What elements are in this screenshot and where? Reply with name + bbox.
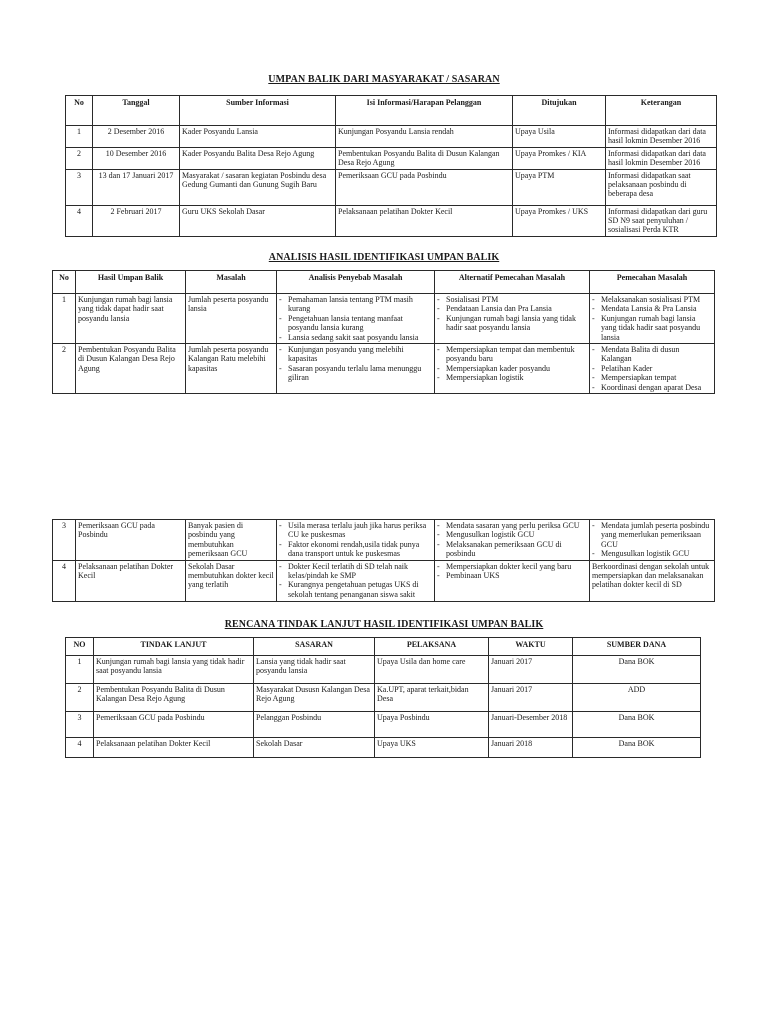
cell-pelaksana: Upaya Usila dan home care: [375, 656, 489, 684]
list-item: - Faktor ekonomi rendah,usila tidak punya dana transport untuk ke puskesmas: [279, 540, 432, 559]
analysis-table: [52, 270, 715, 394]
cell-ditujukan: Upaya Promkes / KIA: [513, 147, 606, 169]
list-item: - Sasaran posyandu terlalu lama menunggu giliran: [279, 364, 432, 383]
cell-pemecahan: [590, 294, 715, 344]
list-item: - Mempersiapkan kader posyandu: [437, 364, 587, 373]
list-item: - Pengetahuan lansia tentang manfaat posyandu lansia kurang: [279, 314, 432, 333]
table-header-row: [66, 638, 701, 656]
pemecahan-list: [592, 295, 712, 342]
list-item: - Mendata Balita di dusun Kalangan: [592, 345, 712, 364]
cell-alternatif: [435, 344, 590, 394]
list-item: - Kunjungan rumah bagi lansia yang tidak hadir saat posyandu lansia: [592, 314, 712, 342]
analisis-list: [279, 345, 432, 383]
cell-analisis: [277, 344, 435, 394]
section3-title: RENCANA TINDAK LANJUT HASIL IDENTIFIKASI UMPAN BALIK: [224, 619, 544, 630]
list-item: - Dokter Kecil terlatih di SD telah naik kelas/pindah ke SMP: [279, 562, 432, 581]
table-row: [53, 520, 715, 561]
analisis-list: [279, 295, 432, 342]
cell-sasaran: Sekolah Dasar: [254, 738, 375, 758]
list-item: - Pembinaan UKS: [437, 571, 587, 580]
cell-masalah: Jumlah peserta posyandu lansia: [186, 294, 277, 344]
col-header: Hasil Umpan Balik: [76, 271, 186, 294]
cell-isi: Kunjungan Posyandu Lansia rendah: [336, 126, 513, 148]
alternatif-list: [437, 295, 587, 333]
list-item: - Sosialisasi PTM: [437, 295, 587, 304]
table-row: [66, 684, 701, 712]
cell-waktu: Januari 2017: [489, 684, 573, 712]
cell-tindak: Pembentukan Posyandu Balita di Dusun Kalangan Desa Rejo Agung: [94, 684, 254, 712]
cell-pelaksana: Upaya UKS: [375, 738, 489, 758]
list-item: - Pemahaman lansia tentang PTM masih kurang: [279, 295, 432, 314]
cell-no: 3: [53, 520, 76, 561]
cell-waktu: Januari-Desember 2018: [489, 712, 573, 738]
table-row: [66, 205, 717, 236]
list-item: - Lansia sedang sakit saat posyandu lansia: [279, 333, 432, 342]
table-header-row: [66, 96, 717, 126]
table-row: [53, 344, 715, 394]
cell-no: 4: [66, 738, 94, 758]
cell-ditujukan: Upaya Promkes / UKS: [513, 205, 606, 236]
cell-sasaran: Masyarakat Dususn Kalangan Desa Rejo Agung: [254, 684, 375, 712]
col-header: Tanggal: [93, 96, 180, 126]
cell-tanggal: 2 Februari 2017: [93, 205, 180, 236]
cell-pelaksana: Ka.UPT, aparat terkait,bidan Desa: [375, 684, 489, 712]
cell-no: 1: [53, 294, 76, 344]
col-header: Sumber Informasi: [180, 96, 336, 126]
cell-isi: Pembentukan Posyandu Balita di Dusun Kalangan Desa Rejo Agung: [336, 147, 513, 169]
table-row: [53, 294, 715, 344]
col-header: No: [66, 96, 93, 126]
col-header: SASARAN: [254, 638, 375, 656]
list-item: - Mendata Lansia & Pra Lansia: [592, 304, 712, 313]
col-header: Isi Informasi/Harapan Pelanggan: [336, 96, 513, 126]
list-item: - Usila merasa terlalu jauh jika harus periksa CU ke puskesmas: [279, 521, 432, 540]
cell-no: 2: [66, 684, 94, 712]
list-item: - Mendata sasaran yang perlu periksa GCU: [437, 521, 587, 530]
pemecahan-list: [592, 345, 712, 392]
cell-no: 2: [66, 147, 93, 169]
list-item: - Mempersiapkan tempat: [592, 373, 712, 382]
feedback-table: [65, 95, 717, 237]
list-item: - Kurangnya pengetahuan petugas UKS di sekolah tentang penanganan siswa sakit: [279, 580, 432, 599]
cell-keterangan: Informasi didapatkan dari guru SD N9 saat penyuluhan / sosialisasi Perda KTR: [606, 205, 717, 236]
cell-no: 3: [66, 169, 93, 205]
cell-masalah: Jumlah peserta posyandu Kalangan Ratu melebihi kapasitas: [186, 344, 277, 394]
cell-sumber: Masyarakat / sasaran kegiatan Posbindu desa Gedung Gumanti dan Gunung Sugih Baru: [180, 169, 336, 205]
alternatif-list: [437, 562, 587, 581]
cell-dana: Dana BOK: [573, 656, 701, 684]
cell-dana: Dana BOK: [573, 738, 701, 758]
list-item: - Mempersiapkan dokter kecil yang baru: [437, 562, 587, 571]
list-item: - Kunjungan rumah bagi lansia yang tidak hadir saat posyandu lansia: [437, 314, 587, 333]
cell-keterangan: Informasi didapatkan dari data hasil lokmin Desember 2016: [606, 147, 717, 169]
list-item: - Pelatihan Kader: [592, 364, 712, 373]
cell-sumber: Kader Posyandu Balita Desa Rejo Agung: [180, 147, 336, 169]
cell-tindak: Pelaksanaan pelatihan Dokter Kecil: [94, 738, 254, 758]
cell-alternatif: [435, 520, 590, 561]
list-item: - Melaksanakan pemeriksaan GCU di posbindu: [437, 540, 587, 559]
analisis-list: [279, 562, 432, 600]
table-row: [66, 169, 717, 205]
cell-waktu: Januari 2018: [489, 738, 573, 758]
table-row: [66, 712, 701, 738]
cell-sumber: Kader Posyandu Lansia: [180, 126, 336, 148]
list-item: - Mempersiapkan logistik: [437, 373, 587, 382]
cell-keterangan: Informasi didapatkan dari data hasil lokmin Desember 2016: [606, 126, 717, 148]
cell-pemecahan: [590, 344, 715, 394]
cell-hasil: Kunjungan rumah bagi lansia yang tidak dapat hadir saat posyandu lansia: [76, 294, 186, 344]
section2-title: ANALISIS HASIL IDENTIFIKASI UMPAN BALIK: [268, 252, 500, 263]
cell-analisis: [277, 560, 435, 601]
cell-isi: Pemeriksaan GCU pada Posbindu: [336, 169, 513, 205]
list-item: - Pendataan Lansia dan Pra Lansia: [437, 304, 587, 313]
alternatif-list: [437, 521, 587, 559]
table-header-row: [53, 271, 715, 294]
col-header: Alternatif Pemecahan Masalah: [435, 271, 590, 294]
cell-tanggal: 2 Desember 2016: [93, 126, 180, 148]
col-header: SUMBER DANA: [573, 638, 701, 656]
list-item: - Melaksanakan sosialisasi PTM: [592, 295, 712, 304]
list-item: - Mengusulkan logistik GCU: [437, 530, 587, 539]
analysis-table-continued: [52, 519, 715, 602]
cell-alternatif: [435, 560, 590, 601]
col-header: Masalah: [186, 271, 277, 294]
cell-no: 1: [66, 126, 93, 148]
cell-sumber: Guru UKS Sekolah Dasar: [180, 205, 336, 236]
table-row: [66, 656, 701, 684]
cell-no: 1: [66, 656, 94, 684]
cell-dana: ADD: [573, 684, 701, 712]
list-item: - Koordinasi dengan aparat Desa: [592, 383, 712, 392]
cell-pelaksana: Upaya Posbindu: [375, 712, 489, 738]
col-header: Pemecahan Masalah: [590, 271, 715, 294]
col-header: Ditujukan: [513, 96, 606, 126]
cell-keterangan: Informasi didapatkan saat pelaksanaan posbindu di beberapa desa: [606, 169, 717, 205]
cell-alternatif: [435, 294, 590, 344]
cell-tanggal: 10 Desember 2016: [93, 147, 180, 169]
cell-isi: Pelaksanaan pelatihan Dokter Kecil: [336, 205, 513, 236]
cell-masalah: Banyak pasien di posbindu yang membutuhkan pemeriksaan GCU: [186, 520, 277, 561]
cell-masalah: Sekolah Dasar membutuhkan dokter kecil yang terlatih: [186, 560, 277, 601]
cell-ditujukan: Upaya PTM: [513, 169, 606, 205]
list-item: - Mendata jumlah peserta posbindu yang memerlukan pemeriksaan GCU: [592, 521, 712, 549]
col-header: WAKTU: [489, 638, 573, 656]
table-row: [53, 560, 715, 601]
cell-no: 2: [53, 344, 76, 394]
alternatif-list: [437, 345, 587, 383]
cell-analisis: [277, 294, 435, 344]
col-header: No: [53, 271, 76, 294]
cell-hasil: Pelaksanaan pelatihan Dokter Kecil: [76, 560, 186, 601]
cell-tindak: Pemeriksaan GCU pada Posbindu: [94, 712, 254, 738]
col-header: NO: [66, 638, 94, 656]
table-row: [66, 147, 717, 169]
cell-tindak: Kunjungan rumah bagi lansia yang tidak hadir saat posyandu lansia: [94, 656, 254, 684]
table-row: [66, 738, 701, 758]
cell-hasil: Pembentukan Posyandu Balita di Dusun Kalangan Desa Rejo Agung: [76, 344, 186, 394]
table-row: [66, 126, 717, 148]
cell-pemecahan: Berkoordinasi dengan sekolah untuk mempersiapkan dan melaksanakan pelatihan dokter kecil di SD: [590, 560, 715, 601]
analisis-list: [279, 521, 432, 559]
cell-waktu: Januari 2017: [489, 656, 573, 684]
cell-no: 4: [53, 560, 76, 601]
cell-tanggal: 13 dan 17 Januari 2017: [93, 169, 180, 205]
col-header: TINDAK LANJUT: [94, 638, 254, 656]
cell-no: 4: [66, 205, 93, 236]
list-item: - Mengusulkan logistik GCU: [592, 549, 712, 558]
cell-ditujukan: Upaya Usila: [513, 126, 606, 148]
cell-dana: Dana BOK: [573, 712, 701, 738]
cell-analisis: [277, 520, 435, 561]
cell-pemecahan: [590, 520, 715, 561]
cell-no: 3: [66, 712, 94, 738]
pemecahan-list: [592, 521, 712, 559]
list-item: - Kunjungan posyandu yang melebihi kapasitas: [279, 345, 432, 364]
cell-hasil: Pemeriksaan GCU pada Posbindu: [76, 520, 186, 561]
cell-sasaran: Pelanggan Posbindu: [254, 712, 375, 738]
section1-title: UMPAN BALIK DARI MASYARAKAT / SASARAN: [268, 74, 500, 85]
col-header: Keterangan: [606, 96, 717, 126]
followup-table: [65, 637, 701, 758]
list-item: - Mempersiapkan tempat dan membentuk posyandu baru: [437, 345, 587, 364]
col-header: PELAKSANA: [375, 638, 489, 656]
col-header: Analisis Penyebab Masalah: [277, 271, 435, 294]
cell-sasaran: Lansia yang tidak hadir saat posyandu lansia: [254, 656, 375, 684]
